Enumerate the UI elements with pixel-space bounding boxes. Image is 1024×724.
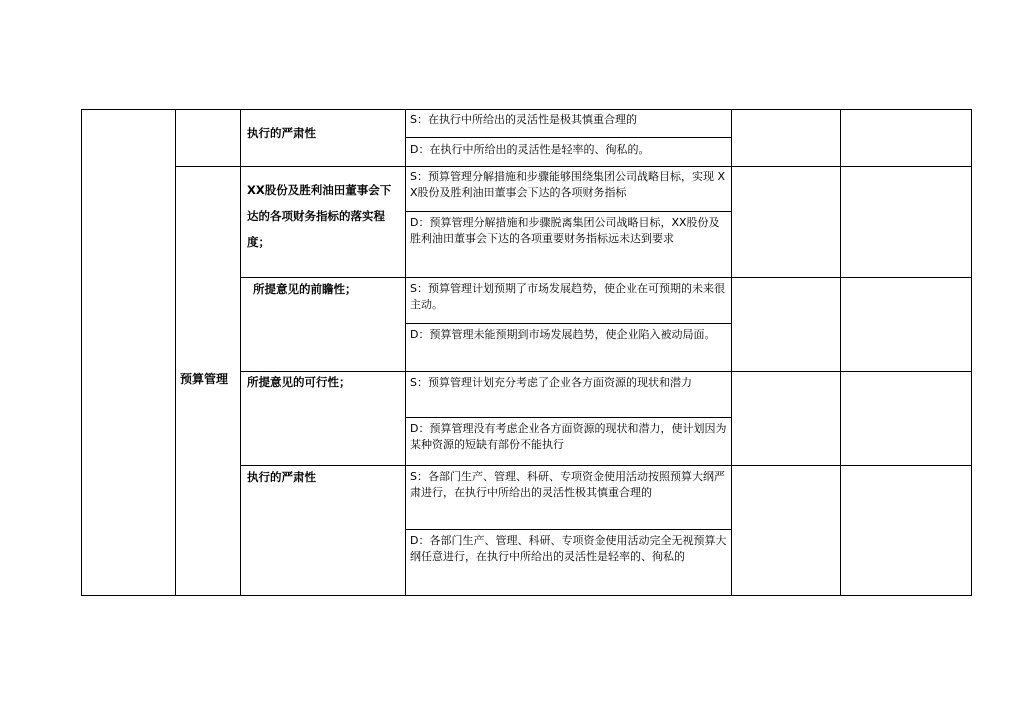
sd-divider-4 (405, 417, 731, 418)
criterion-strictness: 执行的严肃性 (247, 470, 316, 484)
option-s: S：预算管理计划预期了市场发展趋势，使企业在可预期的未来很主动。 (410, 282, 725, 311)
option-s: S：在执行中所给出的灵活性是极其慎重合理的 (410, 113, 637, 126)
option-d: D：预算管理未能预期到市场发展趋势，使企业陷入被动局面。 (410, 328, 716, 341)
col-divider-1 (175, 109, 176, 596)
criterion-foresight: 所提意见的前瞻性； (253, 282, 357, 296)
option-d: D：各部门生产、管理、科研、专项资金使用活动完全无视预算大纲任意进行，在执行中所给出的灵活性是轻率的、徇私的 (410, 534, 727, 563)
col-divider-3 (405, 109, 406, 596)
section-divider-1 (175, 166, 972, 167)
option-s: S：预算管理计划充分考虑了企业各方面资源的现状和潜力 (410, 376, 692, 389)
sd-divider-5 (405, 529, 731, 530)
criterion-target-fulfillment: XX股份及胜利油田董事会下达的各项财务指标的落实程度； (247, 183, 392, 249)
category-label: 预算管理 (180, 372, 229, 386)
option-d: D：在执行中所给出的灵活性是轻率的、徇私的。 (410, 143, 650, 156)
col-divider-2 (240, 109, 241, 596)
sd-divider-2 (405, 211, 731, 212)
sd-divider-1 (405, 137, 731, 138)
criterion-feasibility: 所提意见的可行性； (247, 375, 351, 389)
option-d: D：预算管理没有考虑企业各方面资源的现状和潜力，使计划因为某种资源的短缺有部份不能执行 (410, 422, 727, 451)
option-d: D：预算管理分解措施和步骤脱离集团公司战略目标，XX股份及胜利油田董事会下达的各项重要财务指标远未达到要求 (410, 216, 720, 245)
sd-divider-3 (405, 323, 731, 324)
col-divider-4 (731, 109, 732, 596)
col-divider-5 (840, 109, 841, 596)
option-s: S：各部门生产、管理、科研、专项资金使用活动按照预算大纲严肃进行，在执行中所给出的灵活性极其慎重合理的 (410, 470, 725, 499)
option-s: S：预算管理分解措施和步骤能够围绕集团公司战略目标，实现 XX股份及胜利油田董事会下达的各项财务指标 (410, 170, 726, 199)
criterion-strictness: 执行的严肃性 (247, 126, 316, 140)
